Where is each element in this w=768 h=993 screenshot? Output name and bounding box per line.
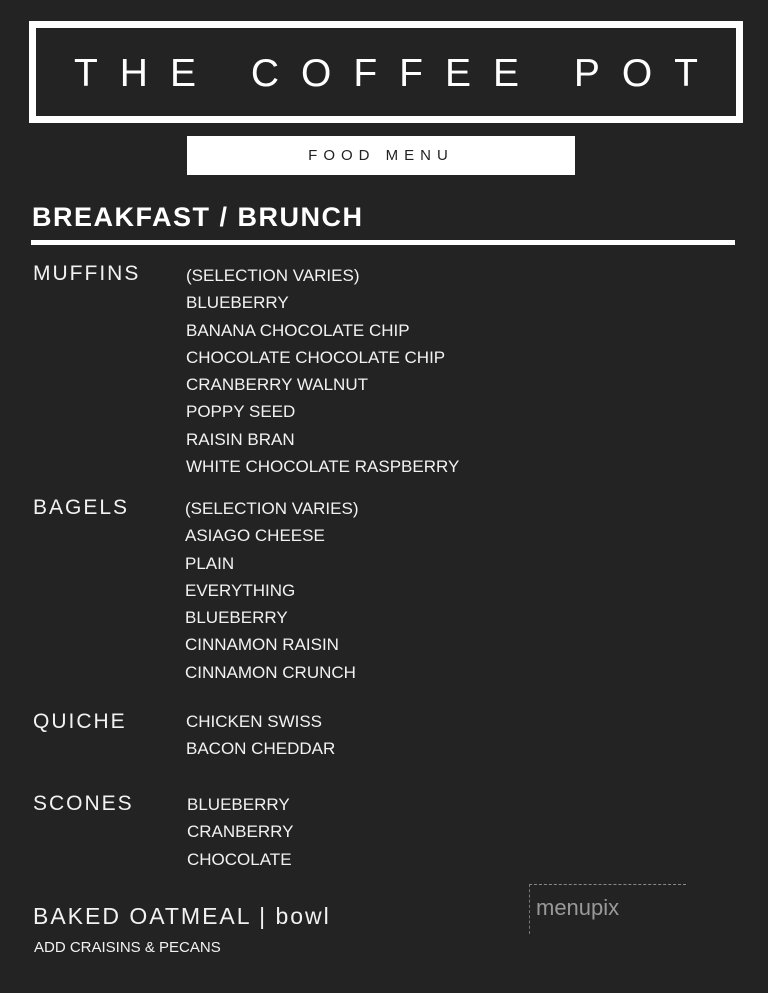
list-item: ASIAGO CHEESE: [185, 526, 325, 546]
oatmeal-note: ADD CRAISINS & PECANS: [34, 939, 221, 956]
list-item: CINNAMON CRUNCH: [185, 662, 356, 682]
menu-subtitle: FOOD MENU: [187, 136, 575, 175]
list-item: CRANBERRY: [187, 822, 294, 842]
list-item: CINNAMON RAISIN: [185, 635, 339, 655]
restaurant-title: THE COFFEE POT: [73, 52, 720, 95]
list-item: BLUEBERRY: [186, 293, 289, 313]
list-item: PLAIN: [185, 553, 235, 573]
list-item: EVERYTHING: [185, 580, 296, 600]
category-scones: SCONES: [33, 792, 134, 815]
watermark: menupix: [529, 884, 686, 934]
baked-oatmeal: BAKED OATMEAL | bowl: [33, 903, 331, 929]
section-divider: [31, 240, 735, 245]
muffins-list: [186, 262, 459, 480]
category-bagels: BAGELS: [33, 496, 130, 519]
list-item: BANANA CHOCOLATE CHIP: [186, 320, 410, 340]
list-item: (SELECTION VARIES): [185, 499, 359, 518]
list-item: CRANBERRY WALNUT: [186, 375, 368, 395]
list-item: BACON CHEDDAR: [186, 739, 336, 759]
list-item: BLUEBERRY: [187, 795, 290, 814]
list-item: (SELECTION VARIES): [186, 266, 360, 285]
title-box: [29, 21, 743, 123]
list-item: RAISIN BRAN: [186, 429, 295, 449]
list-item: POPPY SEED: [186, 402, 296, 422]
list-item: BLUEBERRY: [185, 608, 288, 628]
category-muffins: MUFFINS: [33, 262, 141, 285]
list-item: CHICKEN SWISS: [186, 712, 323, 731]
list-item: CHOCOLATE CHOCOLATE CHIP: [186, 347, 446, 367]
list-item: WHITE CHOCOLATE RASPBERRY: [186, 457, 460, 477]
list-item: CHOCOLATE: [187, 849, 292, 869]
category-quiche: QUICHE: [33, 710, 127, 733]
scones-list: [187, 791, 293, 873]
quiche-list: [186, 708, 335, 763]
section-heading: BREAKFAST / BRUNCH: [32, 202, 364, 232]
bagels-list: [185, 495, 359, 686]
